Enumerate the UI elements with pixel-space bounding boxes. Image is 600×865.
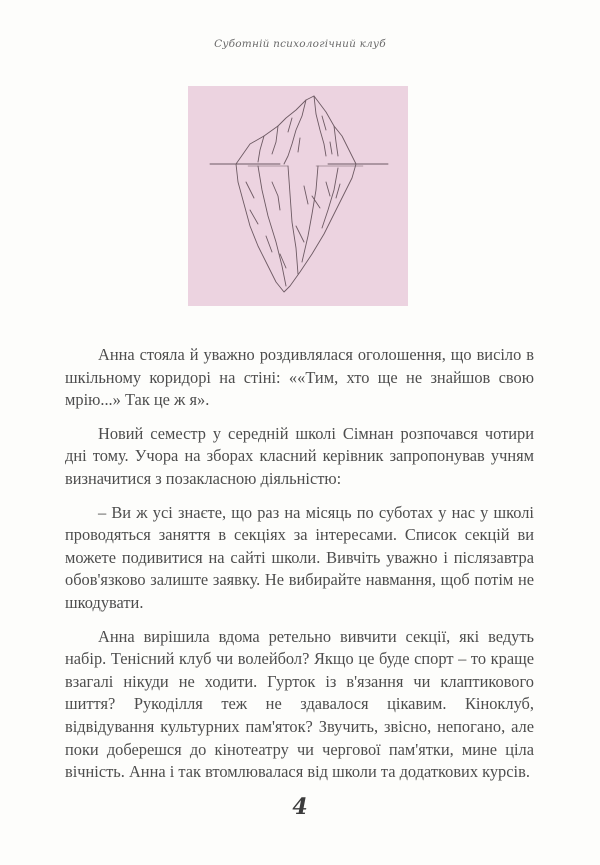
paragraph: Новий семестр у середній школі Сімнан розпочався чотири дні тому. Учора на зборах класний керівник запропонував учням визначитися з позакласною діяльністю: <box>65 423 534 488</box>
iceberg-illustration <box>188 86 408 306</box>
page-number: 4 <box>292 794 308 820</box>
iceberg-icon <box>188 86 408 306</box>
paragraph: – Ви ж усі знаєте, що раз на місяць по суботах у нас у школі проводяться заняття в секціях за інтересами. Список секцій ви можете подивитися на сайті школи. Вивчіть уважно і післязавтра обов'язково залиште заявку. Не вибирайте навмання, щоб потім не шкодувати. <box>65 502 534 612</box>
body-text <box>65 344 534 795</box>
paragraph: Анна вирішила вдома ретельно вивчити секції, які ведуть набір. Тенісний клуб чи волейбол? Якщо це буде спорт – то краще взагалі нікуди не ходити. Гурток із в'язання чи клаптикового шиття? Рукоділля теж не здавалося цікавим. Кіноклуб, відвідування культурних пам'яток? Звучить, звісно, непогано, але поки доберешся до кінотеатру чи чергової пам'ятки, мине ціла вічність. Анна і так втомлювалася від школи та додаткових курсів. <box>65 626 534 782</box>
running-header: Суботній психологічний клуб <box>214 38 386 50</box>
paragraph: Анна стояла й уважно роздивлялася оголошення, що висіло в шкільному коридорі на стіні: ««Тим, хто ще не знайшов свою мрію...» Так це ж я». <box>65 345 534 410</box>
